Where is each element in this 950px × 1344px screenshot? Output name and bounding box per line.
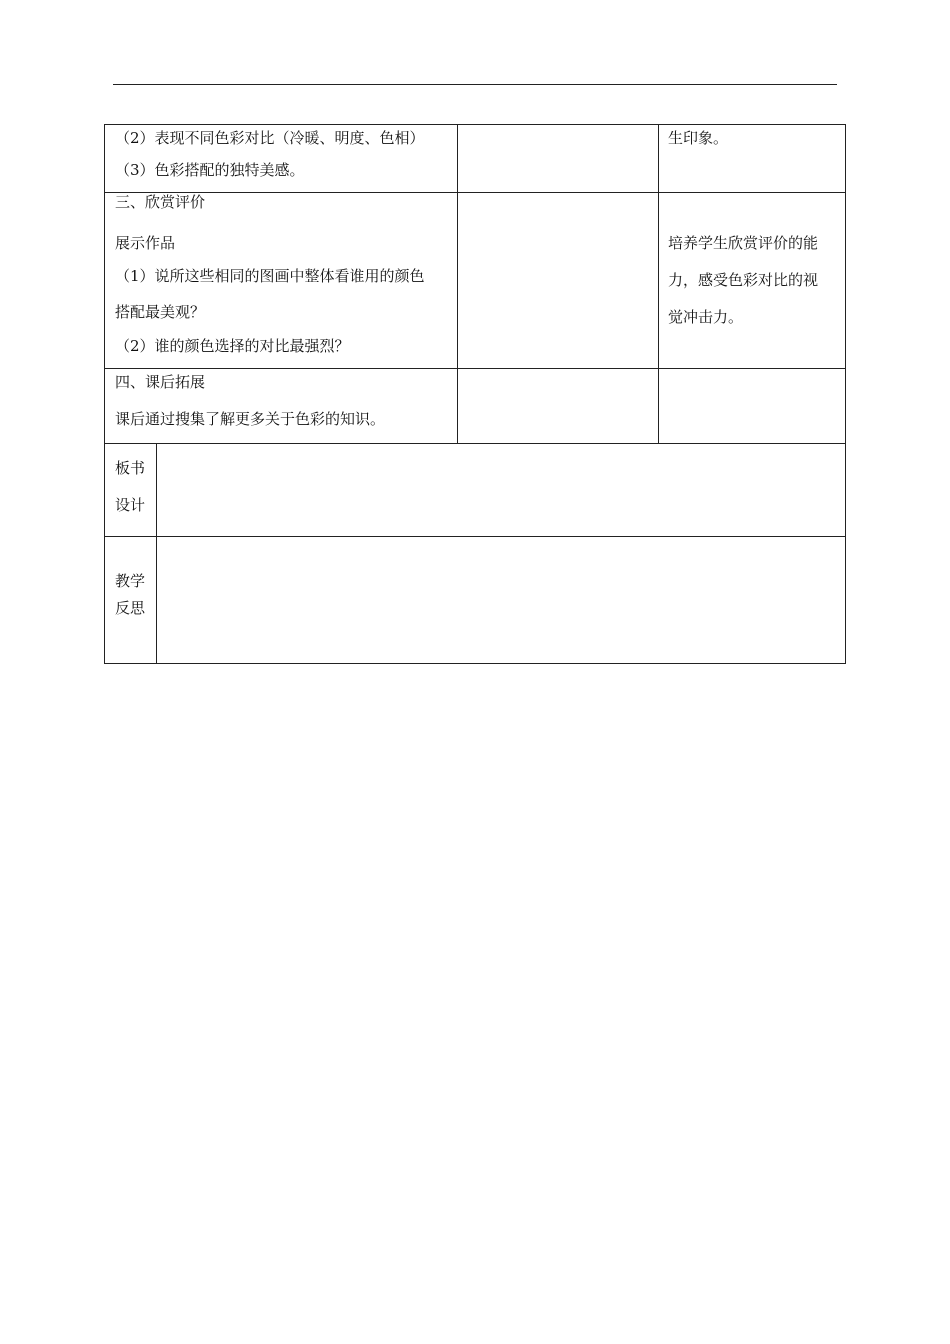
board-design-label-line-2: 设计 <box>115 496 146 514</box>
row2-activity-line-1: 展示作品 <box>115 234 176 252</box>
row2-intent-line-2: 力，感受色彩对比的视 <box>668 271 819 289</box>
row-divider <box>105 192 845 193</box>
reflection-label-line-1: 教学 <box>115 572 146 590</box>
column-divider <box>658 125 659 443</box>
row2-activity-line-2: （1）说所这些相同的图画中整体看谁用的颜色 <box>115 267 425 285</box>
row-divider <box>105 443 845 444</box>
row2-activity-line-3: 搭配最美观？ <box>115 303 206 321</box>
row3-activity-line-1: 课后通过搜集了解更多关于色彩的知识。 <box>115 410 386 428</box>
row2-activity-line-4: （2）谁的颜色选择的对比最强烈？ <box>115 337 350 355</box>
lesson-plan-table <box>104 124 846 664</box>
row2-intent-line-1: 培养学生欣赏评价的能 <box>668 234 819 252</box>
row1-activity-line-2: （3）色彩搭配的独特美感。 <box>115 161 305 179</box>
row1-activity-line-1: （2）表现不同色彩对比（冷暖、明度、色相） <box>115 129 425 147</box>
column-divider <box>156 443 157 663</box>
reflection-label-line-2: 反思 <box>115 599 146 617</box>
row-divider <box>105 536 845 537</box>
row-divider <box>105 368 845 369</box>
row2-section-title: 三、欣赏评价 <box>115 193 206 211</box>
row3-section-title: 四、课后拓展 <box>115 373 206 391</box>
board-design-label-line-1: 板书 <box>115 459 146 477</box>
header-rule <box>113 84 837 85</box>
row2-intent-line-3: 觉冲击力。 <box>668 308 744 326</box>
column-divider <box>457 125 458 443</box>
row1-intent-line-1: 生印象。 <box>668 129 729 147</box>
